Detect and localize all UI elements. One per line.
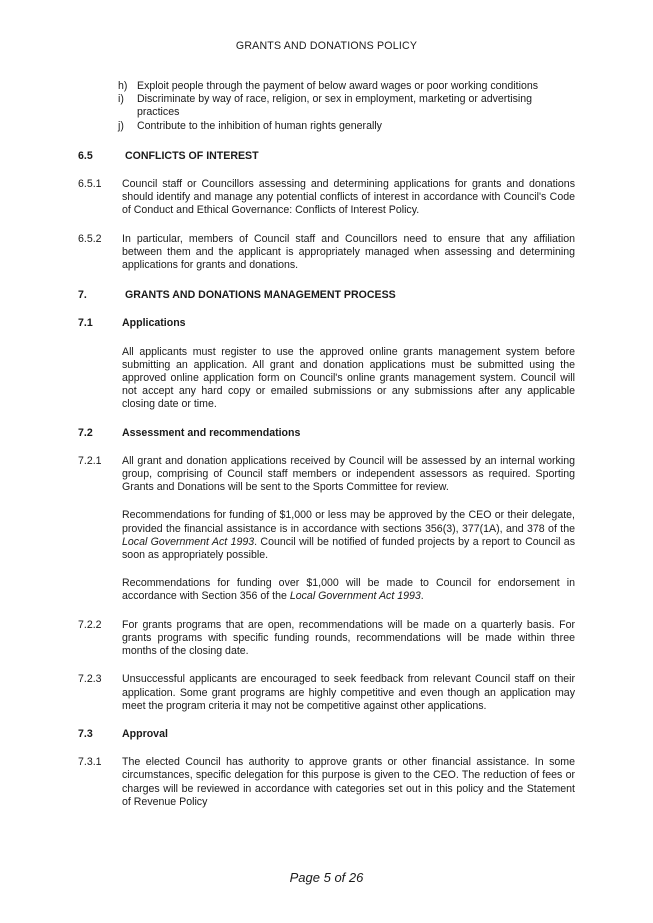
section-title: GRANTS AND DONATIONS MANAGEMENT PROCESS <box>125 289 396 302</box>
paragraph-6-5-1 <box>78 178 575 218</box>
section-heading-6-5 <box>78 150 575 163</box>
paragraph-7-2-1 <box>78 455 575 604</box>
section-heading-7 <box>78 289 575 302</box>
subheading-7-3 <box>78 728 575 741</box>
section-title: Applications <box>122 317 186 330</box>
text-run: Recommendations for funding of $1,000 or less may be approved by the CEO or their delegate, provided the financial assistance is in accordance with sections 356(3), 377(1A), and 378 of the <box>122 509 575 535</box>
section-number: 7.2 <box>78 426 93 439</box>
list-item-text: Contribute to the inhibition of human rights generally <box>137 119 382 132</box>
prohibited-list <box>118 80 575 133</box>
text-run: . Council will be notified of funded projects by a report to Council as soon as appropriately possible. <box>122 535 575 562</box>
text-run: Recommendations for funding over $1,000 will be made to Council for endorsement in accordance with Section 356 of the <box>122 577 575 603</box>
paragraph-text-council-endorsement <box>122 577 575 603</box>
section-number: 6.5 <box>78 149 93 162</box>
paragraph-7-2-2 <box>78 619 575 659</box>
section-title: Approval <box>122 727 168 740</box>
paragraph-7-3-1 <box>78 756 575 809</box>
section-number: 7.1 <box>78 317 93 330</box>
section-number: 7. <box>78 289 87 302</box>
list-item-text: Exploit people through the payment of below award wages or poor working conditions <box>137 80 539 92</box>
paragraph-7-1: All applicants must register to use the approved online grants management system before submitting an application. All grant and donation applications must be submitted using the approved online application form on Council's online grants management system. Council will not accept any hard copy or emailed submissions or any submissions after any applicable closing date or time. <box>122 345 575 411</box>
section-title: Assessment and recommendations <box>122 426 301 439</box>
page-number: Page 5 of 26 <box>289 870 364 885</box>
paragraph-text-ceo-delegation <box>122 509 575 562</box>
paragraph-7-2-3 <box>78 673 575 713</box>
subheading-7-1 <box>78 317 575 330</box>
paragraph-text: The elected Council has authority to approve grants or other financial assistance. In some circumstances, specific delegation for this purpose is given to the CEO. The reduction of fees or charges will be reviewed in accordance with categories set out in this policy and the Statement of Revenue Policy <box>122 756 575 808</box>
list-item <box>118 93 575 119</box>
paragraph-number: 6.5.1 <box>78 178 102 191</box>
paragraph-number: 7.2.3 <box>78 673 102 686</box>
paragraph-text: In particular, members of Council staff and Councillors need to ensure that any affiliation between them and the applicant is appropriately managed when assessing and determining applications for grants and donations. <box>122 232 575 272</box>
section-title: CONFLICTS OF INTEREST <box>125 149 259 162</box>
act-reference: Local Government Act 1993 <box>122 535 255 548</box>
page-header: GRANTS AND DONATIONS POLICY <box>235 40 418 52</box>
subheading-7-2 <box>78 427 575 440</box>
section-number: 7.3 <box>78 727 93 740</box>
paragraph-number: 7.2.1 <box>78 454 102 467</box>
list-marker: h) <box>118 80 128 92</box>
act-reference: Local Government Act 1993 <box>289 590 421 603</box>
list-marker: i) <box>118 93 124 106</box>
page-content <box>78 80 575 809</box>
paragraph-number: 6.5.2 <box>78 232 102 245</box>
paragraph-text: For grants programs that are open, recommendations will be made on a quarterly basis. For grants programs with specific funding rounds, recommendations will be made within three months of the closing date. <box>122 618 575 658</box>
list-item <box>118 80 575 93</box>
paragraph-text: Unsuccessful applicants are encouraged to seek feedback from relevant Council staff on their application. Some grant programs are highly competitive and even though an application may meet the program criteria it may not be competitive against other applications. <box>122 673 575 712</box>
paragraph-text: All grant and donation applications received by Council will be assessed by an internal working group, comprising of Council staff members or independent assessors as required. Sporting Grants and Donations will be sent to the Sports Committee for review. <box>122 454 575 494</box>
text-run: . <box>420 590 424 603</box>
list-item-text: Discriminate by way of race, religion, or sex in employment, marketing or advertising practices <box>137 93 533 119</box>
paragraph-number: 7.2.2 <box>78 618 102 631</box>
paragraph-number: 7.3.1 <box>78 756 102 769</box>
list-marker: j) <box>118 119 124 132</box>
paragraph-text: Council staff or Councillors assessing and determining applications for grants and donations should identify and manage any potential conflicts of interest in accordance with Council's Code of Conduct and Ethical Governance: Conflicts of Interest Policy. <box>122 178 575 217</box>
list-item <box>118 120 575 133</box>
paragraph-6-5-2 <box>78 233 575 273</box>
